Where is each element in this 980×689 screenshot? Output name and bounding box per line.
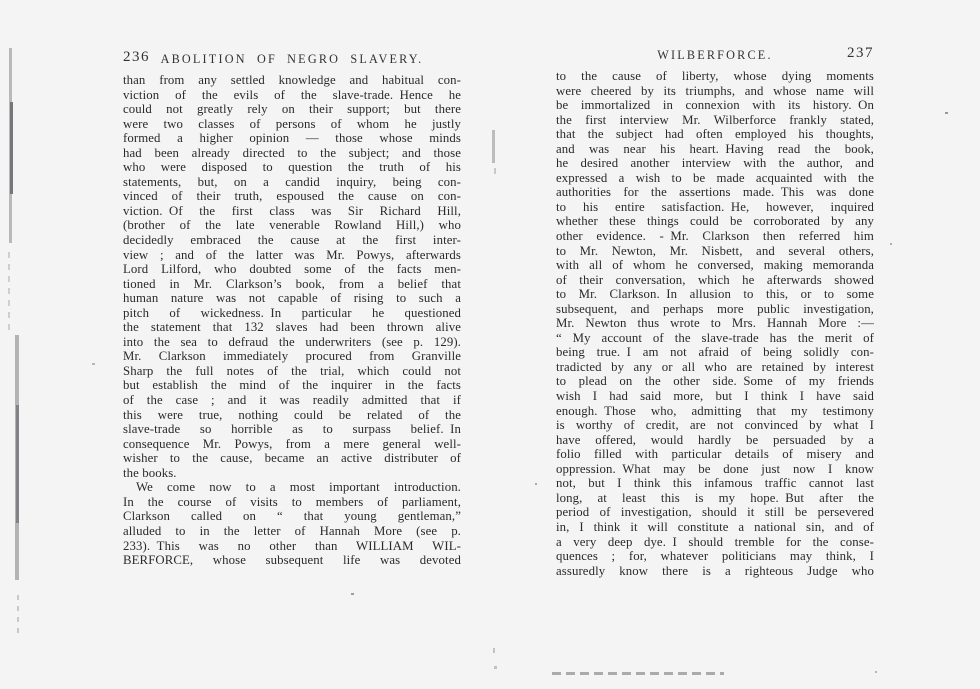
text-line: viction. Of the first class was Sir Richard Hill, (123, 203, 461, 218)
text-line: Lord Lilford, who doubted some of the facts men- (123, 262, 461, 277)
scan-artifact (493, 648, 495, 653)
text-line: We come now to a most important introduction. (136, 480, 461, 495)
text-line: is worthy of credit, are not convinced by what I (556, 418, 874, 433)
text-line: the statement that 132 slaves had been thrown alive (123, 320, 461, 335)
text-line: being true. I am not afraid of being solidly con- (556, 345, 874, 360)
running-title-left: ABOLITION OF NEGRO SLAVERY. (160, 52, 424, 66)
text-line: the books. (123, 465, 177, 480)
text-line: were two classes of persons of whom he justly (123, 116, 461, 131)
text-line: slave-trade so horrible as to surpass belief. In (123, 422, 461, 437)
running-header-left (123, 49, 461, 70)
text-line: Mr. Newton thus wrote to Mrs. Hannah More :— (556, 316, 874, 331)
page-number-right: 237 (847, 45, 874, 61)
text-line: than from any settled knowledge and habitual con- (123, 73, 461, 87)
text-line: expressed a wish to be made acquainted with the (556, 170, 874, 185)
scan-artifact (351, 593, 354, 595)
binding-mark (17, 595, 19, 633)
text-line: into the sea to defraud the underwriters (see p. 129). (123, 334, 461, 349)
dashed-line-artifact (552, 672, 724, 675)
text-line: that the subject had often employed his thoughts, (556, 127, 874, 142)
text-line: the first interview Mr. Wilberforce frankly stated, (556, 112, 874, 127)
text-line: who were disposed to question the truth of his (123, 160, 461, 175)
text-line: Mr. Clarkson immediately procured from Granville (123, 349, 461, 364)
page-body-left (123, 73, 461, 568)
scan-artifact (875, 671, 877, 673)
text-line: BERFORCE, whose subsequent life was devoted (123, 553, 461, 568)
text-line: of their conversation, which he afterwards showed (556, 272, 874, 287)
text-line: this were true, nothing could be related of the (123, 407, 461, 422)
text-line: but establish the mind of the inquirer in the facts (123, 378, 461, 393)
text-line: view ; and of the latter was Mr. Powys, afterwards (123, 247, 461, 262)
text-line: consequence Mr. Powys, from a mere general well- (123, 436, 461, 451)
scan-artifact (890, 243, 892, 245)
text-line: oppression. What may be done just now I know (556, 461, 874, 476)
text-line: viction of the evils of the slave-trade. Hence he (123, 87, 461, 102)
text-line: tradicted by any or all who are retained by interest (556, 359, 874, 374)
text-line: In the course of visits to members of parliament, (123, 494, 461, 509)
text-line: vinced of their truth, espoused the cause on con- (123, 189, 461, 204)
binding-mark (10, 102, 13, 194)
page-body-right (556, 69, 874, 578)
text-line: he desired another interview with the author, and (556, 156, 874, 171)
text-line: “ My account of the slave-trade has the merit of (556, 330, 874, 345)
running-title-right: WILBERFORCE. (657, 48, 773, 62)
text-line: with all of whom he conversed, making memoranda (556, 258, 874, 273)
text-line: of the case ; and it was readily admitted that if (123, 393, 461, 408)
text-line: tioned in Mr. Clarkson’s book, from a belief that (123, 276, 461, 291)
text-line: in, I think it will constitute a national sin, and of (556, 519, 874, 534)
text-line: decidedly embraced the cause at the first inter- (123, 233, 461, 248)
text-line: other evidence. - Mr. Clarkson then referred him (556, 229, 874, 244)
text-line: pitch of wickedness. In particular he questioned (123, 305, 461, 320)
scan-artifact (535, 483, 537, 485)
binding-mark (16, 405, 19, 523)
scan-artifact (494, 666, 497, 669)
scan-artifact (945, 112, 948, 114)
text-line: long, at least this is my hope. But after the (556, 490, 874, 505)
text-line: period of investigation, should it still be persevered (556, 505, 874, 520)
text-line: have offered, would hardly be persuaded by a (556, 432, 874, 447)
binding-mark (8, 252, 10, 332)
text-line: be immortalized in connexion with its history. On (556, 98, 874, 113)
text-line: 233). This was no other than WILLIAM WIL- (123, 538, 461, 553)
text-line: assuredly know there is a righteous Judge who (556, 563, 874, 578)
gutter-smudge (492, 130, 495, 163)
text-line: enough. Those who, admitting that my testimony (556, 403, 874, 418)
text-line: quences ; for, whatever politicians may think, I (556, 549, 874, 564)
gutter-smudge (494, 168, 496, 174)
running-header-right (556, 45, 874, 66)
text-line: (brother of the late venerable Rowland Hill,) who (123, 218, 461, 233)
text-line: whether these things could be corroborated by any (556, 214, 874, 229)
text-line: folio filled with particular details of misery and (556, 447, 874, 462)
page-number-left: 236 (123, 49, 150, 65)
text-line: not, but I think this infamous traffic cannot last (556, 476, 874, 491)
text-line: a very deep dye. I should tremble for the conse- (556, 534, 874, 549)
text-line: to the cause of liberty, whose dying moments (556, 69, 874, 83)
text-line: subsequent, and perhaps more public investigation, (556, 301, 874, 316)
text-line: statements, but, on a candid inquiry, being con- (123, 174, 461, 189)
text-line: to plead on the other side. Some of my friends (556, 374, 874, 389)
text-line: and was near his heart. Having read the book, (556, 141, 874, 156)
text-line: authorities for the assertions made. This was done (556, 185, 874, 200)
text-line: could not greatly rely on their support; but there (123, 102, 461, 117)
text-line: wish I had said more, but I think I have said (556, 389, 874, 404)
text-line: formed a higher opinion — those whose minds (123, 131, 461, 146)
text-line: alluded to in the letter of Hannah More (see p. (123, 523, 461, 538)
text-line: to Mr. Newton, Mr. Nisbett, and several others, (556, 243, 874, 258)
text-line: Sharp the full notes of the trial, which could not (123, 363, 461, 378)
text-line: human nature was not capable of rising to such a (123, 291, 461, 306)
scan-artifact (92, 363, 95, 365)
text-line: to Mr. Clarkson. In allusion to this, or to some (556, 287, 874, 302)
text-line: Clarkson called on “ that young gentleman,” (123, 509, 461, 524)
text-line: to his entire satisfaction. He, however, inquired (556, 199, 874, 214)
text-line: were cheered by its triumphs, and whose name will (556, 83, 874, 98)
text-line: had been already directed to the subject; and those (123, 145, 461, 160)
text-line: wisher to the cause, became an active distributer of (123, 451, 461, 466)
